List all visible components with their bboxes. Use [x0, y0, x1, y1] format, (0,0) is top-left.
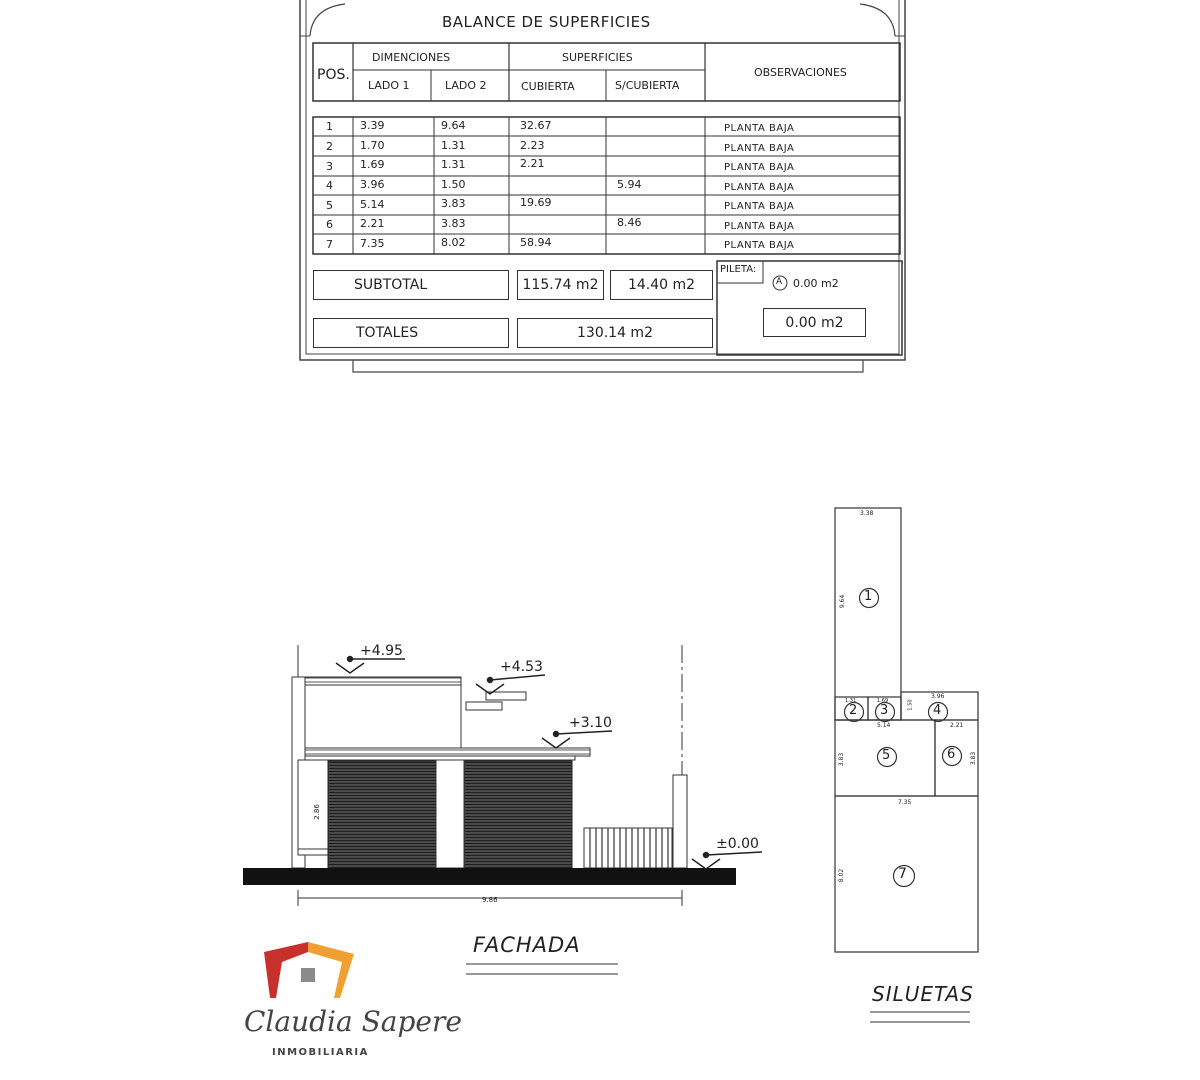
- subtotal-label: SUBTOTAL: [354, 277, 428, 293]
- cell-obs: PLANTA BAJA: [724, 123, 795, 134]
- fachada-width-dim: 9.86: [482, 896, 498, 904]
- silueta-dim: 3.83: [838, 752, 846, 767]
- cell-lado2: 3.83: [441, 197, 466, 210]
- silueta-dim: 1.31: [845, 698, 857, 704]
- silueta-dim: 7.35: [898, 799, 912, 806]
- cell-cubierta: 19.69: [520, 196, 552, 209]
- pileta-label: PILETA:: [720, 264, 757, 275]
- silueta-dim: 3.96: [931, 693, 945, 700]
- cell-lado1: 7.35: [360, 237, 385, 250]
- header-cubierta: CUBIERTA: [521, 80, 575, 93]
- header-scubierta: S/CUBIERTA: [615, 79, 680, 92]
- cell-obs: PLANTA BAJA: [724, 201, 795, 212]
- cell-obs: PLANTA BAJA: [724, 221, 795, 232]
- cell-pos: 5: [326, 199, 333, 212]
- cell-obs: PLANTA BAJA: [724, 143, 795, 154]
- silueta-label-7: 7: [898, 866, 907, 882]
- logo-house-icon: [258, 938, 358, 1004]
- header-observaciones: OBSERVACIONES: [754, 66, 847, 79]
- cell-pos: 4: [326, 179, 333, 192]
- header-pos: POS.: [317, 67, 350, 83]
- level-310: +3.10: [569, 715, 612, 731]
- silueta-dim: 1.50: [907, 699, 914, 711]
- totales-value: 130.14 m2: [577, 325, 653, 341]
- level-000: ±0.00: [716, 836, 759, 852]
- cell-obs: PLANTA BAJA: [724, 162, 795, 173]
- silueta-label-2: 2: [849, 703, 858, 718]
- cell-pos: 2: [326, 140, 333, 153]
- cell-cubierta: 2.23: [520, 139, 545, 152]
- silueta-label-3: 3: [880, 703, 889, 718]
- silueta-dim: 1.69: [877, 698, 889, 704]
- cell-pos: 3: [326, 160, 333, 173]
- cell-lado2: 8.02: [441, 236, 466, 249]
- totales-label: TOTALES: [356, 325, 419, 341]
- cell-lado1: 3.39: [360, 119, 385, 132]
- silueta-label-5: 5: [882, 748, 891, 763]
- pileta-value: 0.00 m2: [785, 314, 844, 331]
- header-superficies: SUPERFICIES: [562, 51, 633, 64]
- silueta-dim: 8.02: [838, 868, 846, 883]
- cell-cubierta: 2.21: [520, 157, 545, 170]
- table-title: BALANCE DE SUPERFICIES: [442, 13, 651, 31]
- cell-lado1: 5.14: [360, 198, 385, 211]
- cell-cubierta: 58.94: [520, 236, 552, 249]
- cell-pos: 6: [326, 218, 333, 231]
- cell-lado1: 1.70: [360, 139, 385, 152]
- cell-lado2: 1.31: [441, 139, 466, 152]
- level-495: +4.95: [360, 643, 403, 659]
- cell-scubierta: 5.94: [617, 178, 642, 191]
- cell-lado2: 1.50: [441, 178, 466, 191]
- cell-lado1: 1.69: [360, 158, 385, 171]
- cell-lado2: 9.64: [441, 119, 466, 132]
- siluetas-title: SILUETAS: [872, 982, 974, 1006]
- cell-pos: 7: [326, 238, 333, 251]
- pileta-marker: A: [776, 277, 783, 287]
- silueta-dim: 9.64: [839, 594, 847, 609]
- silueta-dim: 3.38: [860, 510, 874, 517]
- silueta-label-1: 1: [864, 589, 873, 604]
- pileta-small: 0.00 m2: [793, 277, 839, 290]
- header-lado2: LADO 2: [445, 79, 487, 92]
- header-dimensiones: DIMENCIONES: [372, 51, 451, 64]
- silueta-label-6: 6: [947, 747, 956, 762]
- silueta-dim: 5.14: [877, 722, 891, 729]
- cell-obs: PLANTA BAJA: [724, 240, 795, 251]
- level-453: +4.53: [500, 659, 543, 675]
- cell-scubierta: 8.46: [617, 216, 642, 229]
- cell-lado1: 3.96: [360, 178, 385, 191]
- siluetas-underline: [870, 1010, 972, 1024]
- silueta-dim: 2.21: [950, 722, 964, 729]
- logo-subtitle: INMOBILIARIA: [272, 1047, 369, 1058]
- silueta-label-4: 4: [933, 703, 942, 718]
- fachada-title: FACHADA: [473, 933, 581, 957]
- header-lado1: LADO 1: [368, 79, 410, 92]
- cell-obs: PLANTA BAJA: [724, 182, 795, 193]
- fachada-height-dim: 2.86: [312, 804, 321, 820]
- cell-lado2: 1.31: [441, 158, 466, 171]
- cell-pos: 1: [326, 120, 333, 133]
- silueta-dim: 3.83: [970, 751, 978, 766]
- logo-name: Claudia Sapere: [244, 1005, 462, 1038]
- subtotal-scubierta: 14.40 m2: [627, 277, 696, 293]
- cell-cubierta: 32.67: [520, 119, 552, 132]
- cell-lado2: 3.83: [441, 217, 466, 230]
- cell-lado1: 2.21: [360, 217, 385, 230]
- subtotal-cubierta: 115.74 m2: [522, 277, 599, 293]
